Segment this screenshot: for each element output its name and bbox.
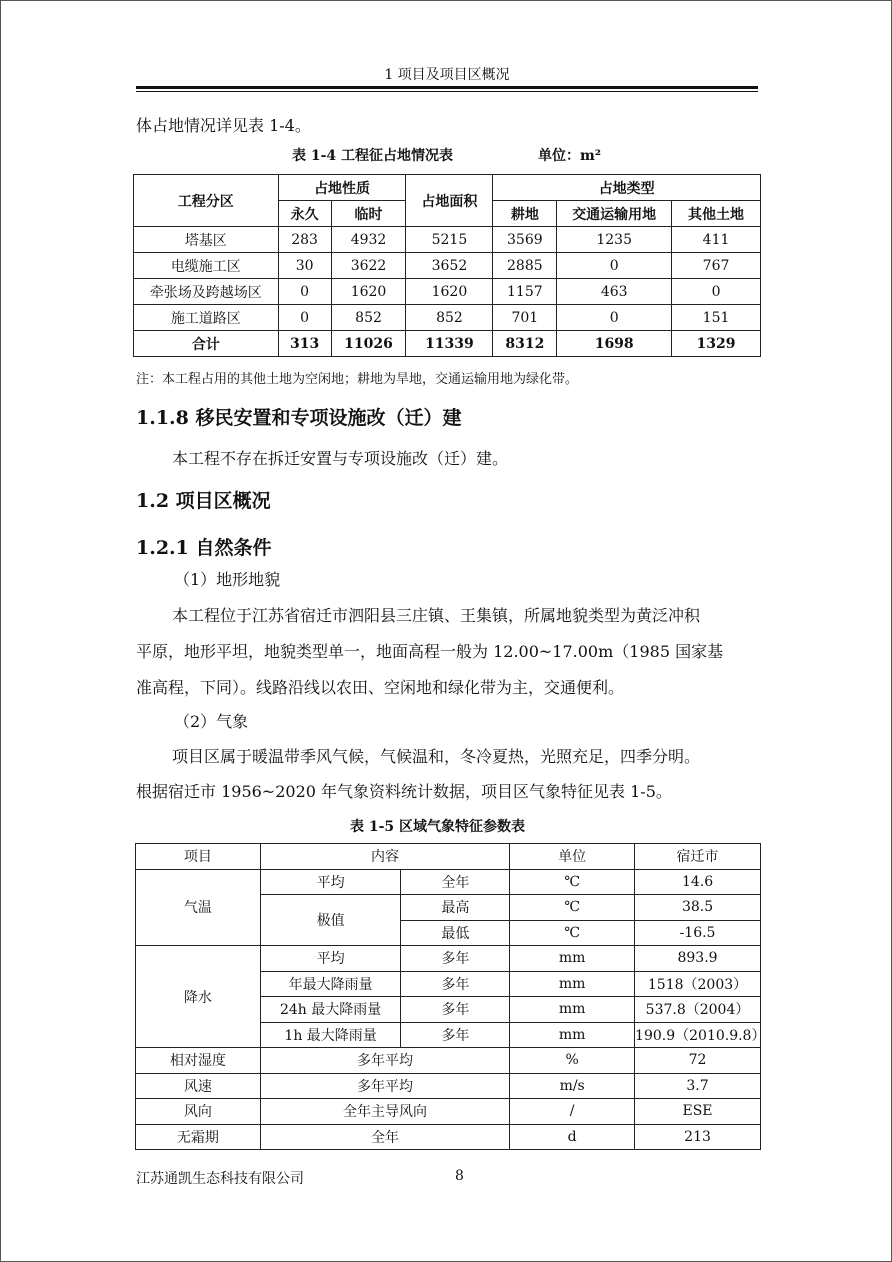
cell: 72 xyxy=(635,1048,761,1074)
cell: 1235 xyxy=(557,227,672,253)
footer-company: 江苏通凯生态科技有限公司 xyxy=(136,1171,304,1187)
cell: 多年平均 xyxy=(260,1073,510,1099)
s118-text: 本工程不存在拆迁安置与专项设施改（迁）建。 xyxy=(172,449,509,468)
th-content: 内容 xyxy=(260,844,510,870)
table14-unit: 单位：m² xyxy=(538,148,601,164)
cell: 1329 xyxy=(672,331,761,357)
cell: 多年 xyxy=(401,946,510,972)
th-nature: 占地性质 xyxy=(278,175,406,201)
cell: 463 xyxy=(557,279,672,305)
cell: ℃ xyxy=(510,869,635,895)
cell-precip: 降水 xyxy=(136,946,261,1048)
cell: 电缆施工区 xyxy=(134,253,279,279)
cell: 风向 xyxy=(136,1099,261,1125)
table-row xyxy=(134,279,761,305)
cell: 全年主导风向 xyxy=(260,1099,510,1125)
page-number: 8 xyxy=(455,1168,464,1184)
table-row xyxy=(134,305,761,331)
cell: 2885 xyxy=(493,253,557,279)
cell: ℃ xyxy=(510,920,635,946)
cell: 0 xyxy=(557,305,672,331)
cell: 合计 xyxy=(134,331,279,357)
cell: ℃ xyxy=(510,895,635,921)
th-unit: 单位 xyxy=(510,844,635,870)
cell: 最高 xyxy=(401,895,510,921)
table-row xyxy=(134,227,761,253)
table14-note: 注：本工程占用的其他土地为空闲地；耕地为旱地，交通运输用地为绿化带。 xyxy=(136,372,579,387)
cell: 1h 最大降雨量 xyxy=(260,1022,401,1048)
cell: 多年 xyxy=(401,1022,510,1048)
cell: 893.9 xyxy=(635,946,761,972)
cell: 24h 最大降雨量 xyxy=(260,997,401,1023)
table-row xyxy=(134,253,761,279)
th-traffic: 交通运输用地 xyxy=(557,201,672,227)
cell-temp: 气温 xyxy=(136,869,261,946)
cell: 1518（2003） xyxy=(635,971,761,997)
cell: / xyxy=(510,1099,635,1125)
cell: 38.5 xyxy=(635,895,761,921)
th-city: 宿迁市 xyxy=(635,844,761,870)
cell: 1698 xyxy=(557,331,672,357)
cell: 8312 xyxy=(493,331,557,357)
sub-terrain: （1）地形地貌 xyxy=(174,570,281,589)
heading-1-2-1: 1.2.1 自然条件 xyxy=(136,537,272,559)
cell: 14.6 xyxy=(635,869,761,895)
cell: 风速 xyxy=(136,1073,261,1099)
p1-line3: 准高程，下同）。线路沿线以农田、空闲地和绿化带为主，交通便利。 xyxy=(136,678,625,697)
cell: 3652 xyxy=(406,253,493,279)
th-item: 项目 xyxy=(136,844,261,870)
cell: 3.7 xyxy=(635,1073,761,1099)
cell: 0 xyxy=(672,279,761,305)
cell: 283 xyxy=(278,227,331,253)
cell: 4932 xyxy=(331,227,406,253)
cell: -16.5 xyxy=(635,920,761,946)
cell: 537.8（2004） xyxy=(635,997,761,1023)
cell: 852 xyxy=(331,305,406,331)
cell: 213 xyxy=(635,1124,761,1150)
p1-line2: 平原，地形平坦，地貌类型单一，地面高程一般为 12.00~17.00m（1985 国家基 xyxy=(136,642,724,661)
cell: 多年平均 xyxy=(260,1048,510,1074)
th-temp: 临时 xyxy=(331,201,406,227)
cell: 190.9（2010.9.8） xyxy=(635,1022,761,1048)
p2-line2: 根据宿迁市 1956~2020 年气象资料统计数据，项目区气象特征见表 1-5。 xyxy=(136,782,672,801)
cell: 30 xyxy=(278,253,331,279)
table14-caption: 表 1-4 工程征占地情况表 xyxy=(292,148,454,164)
cell: 相对湿度 xyxy=(136,1048,261,1074)
cell: 多年 xyxy=(401,997,510,1023)
header-rule-thick xyxy=(136,86,758,89)
cell: 年最大降雨量 xyxy=(260,971,401,997)
running-header: 1 项目及项目区概况 xyxy=(384,67,510,83)
cell: 151 xyxy=(672,305,761,331)
cell: 0 xyxy=(557,253,672,279)
intro-text: 体占地情况详见表 1-4。 xyxy=(136,116,311,135)
table-total-row xyxy=(134,331,761,357)
cell: 411 xyxy=(672,227,761,253)
cell: 3569 xyxy=(493,227,557,253)
cell: 最低 xyxy=(401,920,510,946)
cell: 无霜期 xyxy=(136,1124,261,1150)
cell: 塔基区 xyxy=(134,227,279,253)
header-rule-thin xyxy=(136,91,758,92)
th-area: 占地面积 xyxy=(406,175,493,227)
cell: 平均 xyxy=(260,946,401,972)
cell: 施工道路区 xyxy=(134,305,279,331)
cell: ESE xyxy=(635,1099,761,1125)
heading-1-2: 1.2 项目区概况 xyxy=(136,490,271,512)
table15 xyxy=(135,843,766,1150)
th-other: 其他土地 xyxy=(672,201,761,227)
cell: mm xyxy=(510,1022,635,1048)
cell-extreme: 极值 xyxy=(260,895,401,946)
cell: 全年 xyxy=(401,869,510,895)
cell: 全年 xyxy=(260,1124,510,1150)
cell: 11026 xyxy=(331,331,406,357)
cell: d xyxy=(510,1124,635,1150)
cell: 701 xyxy=(493,305,557,331)
cell: 313 xyxy=(278,331,331,357)
th-type: 占地类型 xyxy=(493,175,761,201)
th-division: 工程分区 xyxy=(134,175,279,227)
cell: mm xyxy=(510,971,635,997)
cell: 0 xyxy=(278,279,331,305)
cell: 0 xyxy=(278,305,331,331)
cell: mm xyxy=(510,997,635,1023)
p2-line1: 项目区属于暖温带季风气候，气候温和，冬冷夏热，光照充足，四季分明。 xyxy=(172,747,701,766)
cell: 767 xyxy=(672,253,761,279)
th-perm: 永久 xyxy=(278,201,331,227)
cell: 平均 xyxy=(260,869,401,895)
cell: 牵张场及跨越场区 xyxy=(134,279,279,305)
cell: % xyxy=(510,1048,635,1074)
cell: m/s xyxy=(510,1073,635,1099)
th-farm: 耕地 xyxy=(493,201,557,227)
cell: mm xyxy=(510,946,635,972)
table14 xyxy=(133,174,761,357)
p1-line1: 本工程位于江苏省宿迁市泗阳县三庄镇、王集镇，所属地貌类型为黄泛冲积 xyxy=(172,606,701,625)
cell: 11339 xyxy=(406,331,493,357)
cell: 852 xyxy=(406,305,493,331)
sub-climate: （2）气象 xyxy=(174,712,249,731)
cell: 1157 xyxy=(493,279,557,305)
cell: 3622 xyxy=(331,253,406,279)
cell: 1620 xyxy=(331,279,406,305)
heading-1-1-8: 1.1.8 移民安置和专项设施改（迁）建 xyxy=(136,407,462,429)
cell: 1620 xyxy=(406,279,493,305)
table15-caption: 表 1-5 区域气象特征参数表 xyxy=(350,819,526,835)
cell: 5215 xyxy=(406,227,493,253)
cell: 多年 xyxy=(401,971,510,997)
